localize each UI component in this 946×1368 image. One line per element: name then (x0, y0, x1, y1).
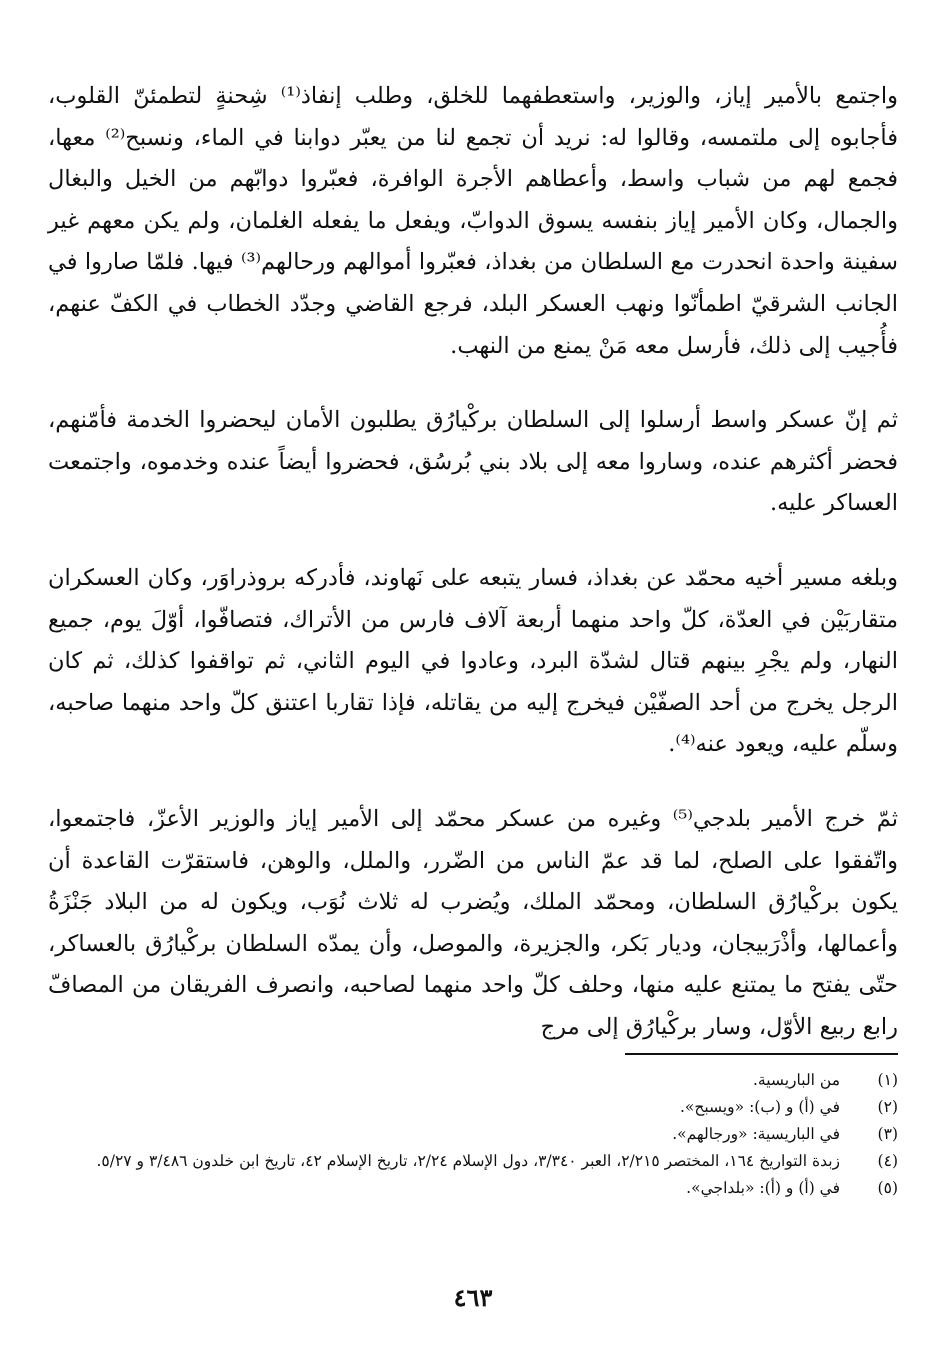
footnote-separator (625, 1053, 898, 1055)
footnote-text: في الباريسية: «ورجالهم». (672, 1125, 840, 1143)
footnote-text: من الباريسية. (753, 1071, 840, 1089)
paragraph-4: ثمّ خرج الأمير بلدجي⁽⁵⁾ وغيره من عسكر محمّد إلى الأمير إياز والوزير الأعزّ، فاجتمعوا، واتّفقوا على الصلح، لما قد عمّ الناس من الضّرر، والملل، والوهن، فاستقرّت القاعدة أن يكون بركْيارُق السلطان، ومحمّد الملك، ويُضرب له ثلاث نُوَب، ويكون له من البلاد جَنْزَةُ وأعمالها، وأذْرَبيجان، وديار بَكر، والجزيرة، والموصل، وأن يمدّه السلطان بركْيارُق بالعساكر، حتّى يفتح ما يمتنع عليه منها، وحلف كلّ واحد منهما لصاحبه، وانصرف الفريقان من المصافّ رابع ربيع الأوّل، وسار بركْيارُق إلى مرج (48, 805, 898, 1040)
footnote-number: (١) (877, 1071, 898, 1089)
paragraph-1: واجتمع بالأمير إياز، والوزير، واستعطفهما للخلق، وطلب إنفاذ⁽¹⁾ شِحنةٍ لتطمئنّ القلوب، فأجابوه إلى ملتمسه، وقالوا له: نريد أن تجمع لنا من يعبّر دوابنا في الماء، ونسبح⁽²⁾ معها، فجمع لهم من شباب واسط، وأعطاهم الأجرة الوافرة، فعبّروا دوابّهم من الخيل والبغال والجمال، وكان الأمير إياز بنفسه يسوق الدوابّ، ويفعل ما يفعله الغلمان، ولم يكن معهم غير سفينة واحدة انحدرت مع السلطان من بغداذ، فعبّروا أموالهم ورحالهم⁽³⁾ فيها. فلمّا صاروا في الجانب الشرقيّ اطمأنّوا ونهب العسكر البلد، فرجع القاضي وجدّد الخطاب في الكفّ عنهم، فأُجيب إلى ذلك، فأرسل معه مَنْ يمنع من النهب. (48, 83, 899, 359)
footnote (48, 1094, 898, 1121)
footnote-text: في (أ) و (أ): «بلداجي». (686, 1179, 840, 1197)
paragraph-2: ثم إنّ عسكر واسط أرسلوا إلى السلطان بركْيارُق يطلبون الأمان ليحضروا الخدمة فأمّنهم، فحضر أكثرهم عنده، وساروا معه إلى بلاد بني بُرسُق، فحضروا أيضاً عنده وخدموه، واجتمعت العساكر عليه. (48, 407, 898, 517)
footnote-number: (٥) (877, 1179, 898, 1197)
paragraph-3: وبلغه مسير أخيه محمّد عن بغداذ، فسار يتبعه على نَهاوند، فأدركه بروذراوَر، وكان العسكران متقاربَيْن في العدّة، كلّ واحد منهما أربعة آلاف فارس من الأتراك، فتصافّوا، أوّلَ يوم، جميع النهار، ولم يجْرِ بينهم قتال لشدّة البرد، وعادوا في اليوم الثاني، ثم تواقفوا كذلك، ثم كان الرجل يخرج من أحد الصفّيْن فيخرج إليه من يقاتله، فإذا تقاربا اعتنق كلّ واحد منهما صاحبه، وسلّم عليه، ويعود عنه⁽⁴⁾. (48, 564, 898, 758)
page-number: ٤٦٣ (453, 1283, 493, 1312)
footnote (48, 1067, 898, 1094)
footnote (48, 1175, 898, 1202)
footnote-number: (٢) (877, 1098, 898, 1116)
footnote (48, 1148, 898, 1175)
main-text (48, 76, 898, 1081)
footnote-number: (٣) (877, 1125, 898, 1143)
footnotes (48, 1067, 898, 1202)
footnote-text: في (أ) و (ب): «ويسبح». (679, 1098, 840, 1116)
footnote-text: زبدة التواريخ ١٦٤، المختصر ٢/٢١٥، العبر ٣/٣٤٠، دول الإسلام ٢/٢٤، تاريخ الإسلام ٤٢، تاريخ ابن خلدون ٣/٤٨٦ و ٥/٢٧. (96, 1152, 840, 1170)
footnote-number: (٤) (877, 1152, 898, 1170)
footnote (48, 1121, 898, 1148)
